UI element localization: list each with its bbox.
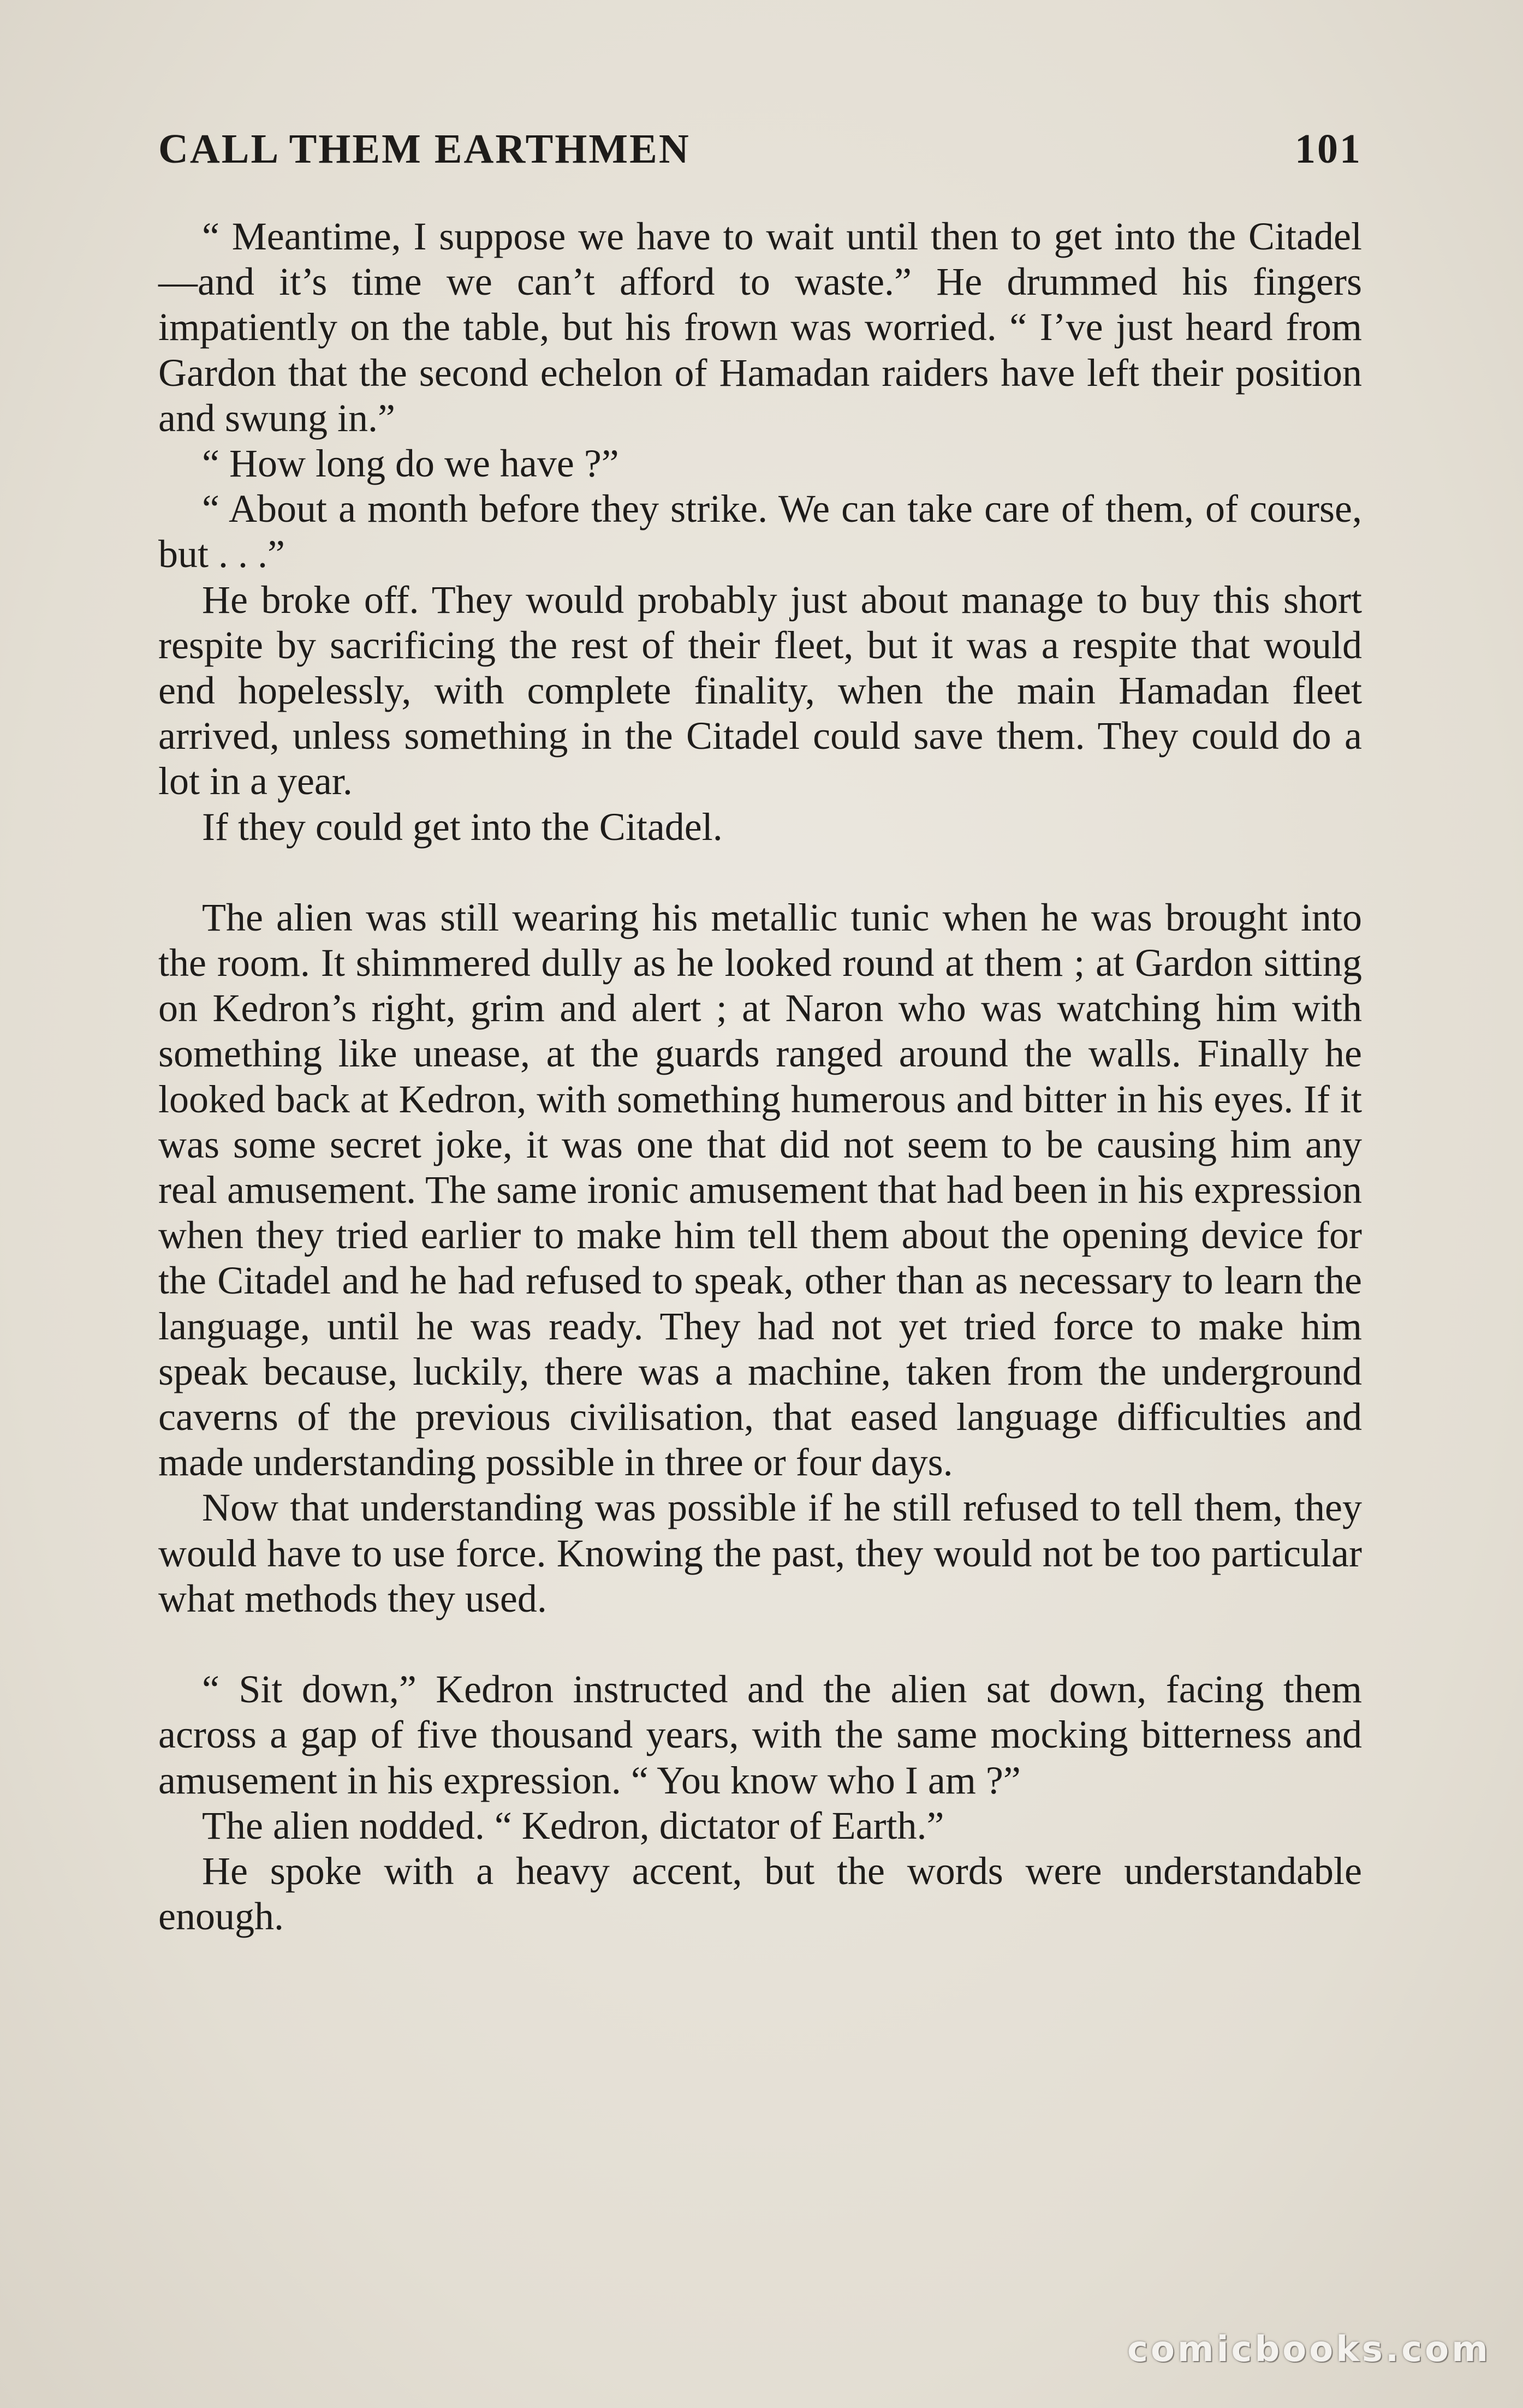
paragraph: “ Meantime, I suppose we have to wait until then to get into the Citadel—and it’s time we can’t afford to waste.” He drummed his fingers impatiently on the table, but his frown was worried. “ I’ve just heard from Gardon that the second echelon of Hamadan raiders have left their position and swung in.” (158, 214, 1362, 440)
paragraph: “ Sit down,” Kedron instructed and the alien sat down, facing them across a gap of five thousand years, with the same mocking bitterness and amusement in his expression. “ You know who I am ?” (158, 1667, 1362, 1802)
watermark: comicbooks.com (1127, 2329, 1491, 2370)
body-text (158, 214, 1362, 1939)
page-number: 101 (1295, 126, 1362, 172)
paragraph: If they could get into the Citadel. (202, 804, 723, 849)
paragraph: “ About a month before they strike. We can take care of them, of course, but . . .” (158, 487, 1362, 576)
paragraph: “ How long do we have ?” (202, 442, 619, 486)
paragraph: He broke off. They would probably just about manage to buy this short respite by sacrificing the rest of their fleet, but it was a respite that would end hopelessly, with complete finality, when the main Hamadan fleet arrived, unless something in the Citadel could save them. They could do a lot in a year. (158, 577, 1362, 803)
running-title: CALL THEM EARTHMEN (158, 126, 691, 172)
paragraph: The alien nodded. “ Kedron, dictator of Earth.” (202, 1803, 944, 1847)
book-page (158, 0, 1362, 2408)
paragraph: He spoke with a heavy accent, but the words were understandable enough. (158, 1849, 1362, 1939)
paragraph: Now that understanding was possible if he still refused to tell them, they would have to use force. Knowing the past, they would not be too particular what methods they used. (158, 1486, 1362, 1620)
paragraph: The alien was still wearing his metallic tunic when he was brought into the room. It shimmered dully as he looked round at them ; at Gardon sitting on Kedron’s right, grim and alert ; at Naron who was watching him with something like unease, at the guards ranged around the walls. Finally he looked back at Kedron, with something humerous and bitter in his eyes. If it was some secret joke, it was one that did not seem to be causing him any real amusement. The same ironic amusement that had been in his expression when they tried earlier to make him tell them about the opening device for the Citadel and he had refused to speak, other than as necessary to learn the language, until he was ready. They had not yet tried force to make him speak because, luckily, there was a machine, taken from the underground caverns of the previous civilisation, that eased language difficulties and made understanding possible in three or four days. (158, 895, 1362, 1485)
running-header (158, 124, 1362, 174)
